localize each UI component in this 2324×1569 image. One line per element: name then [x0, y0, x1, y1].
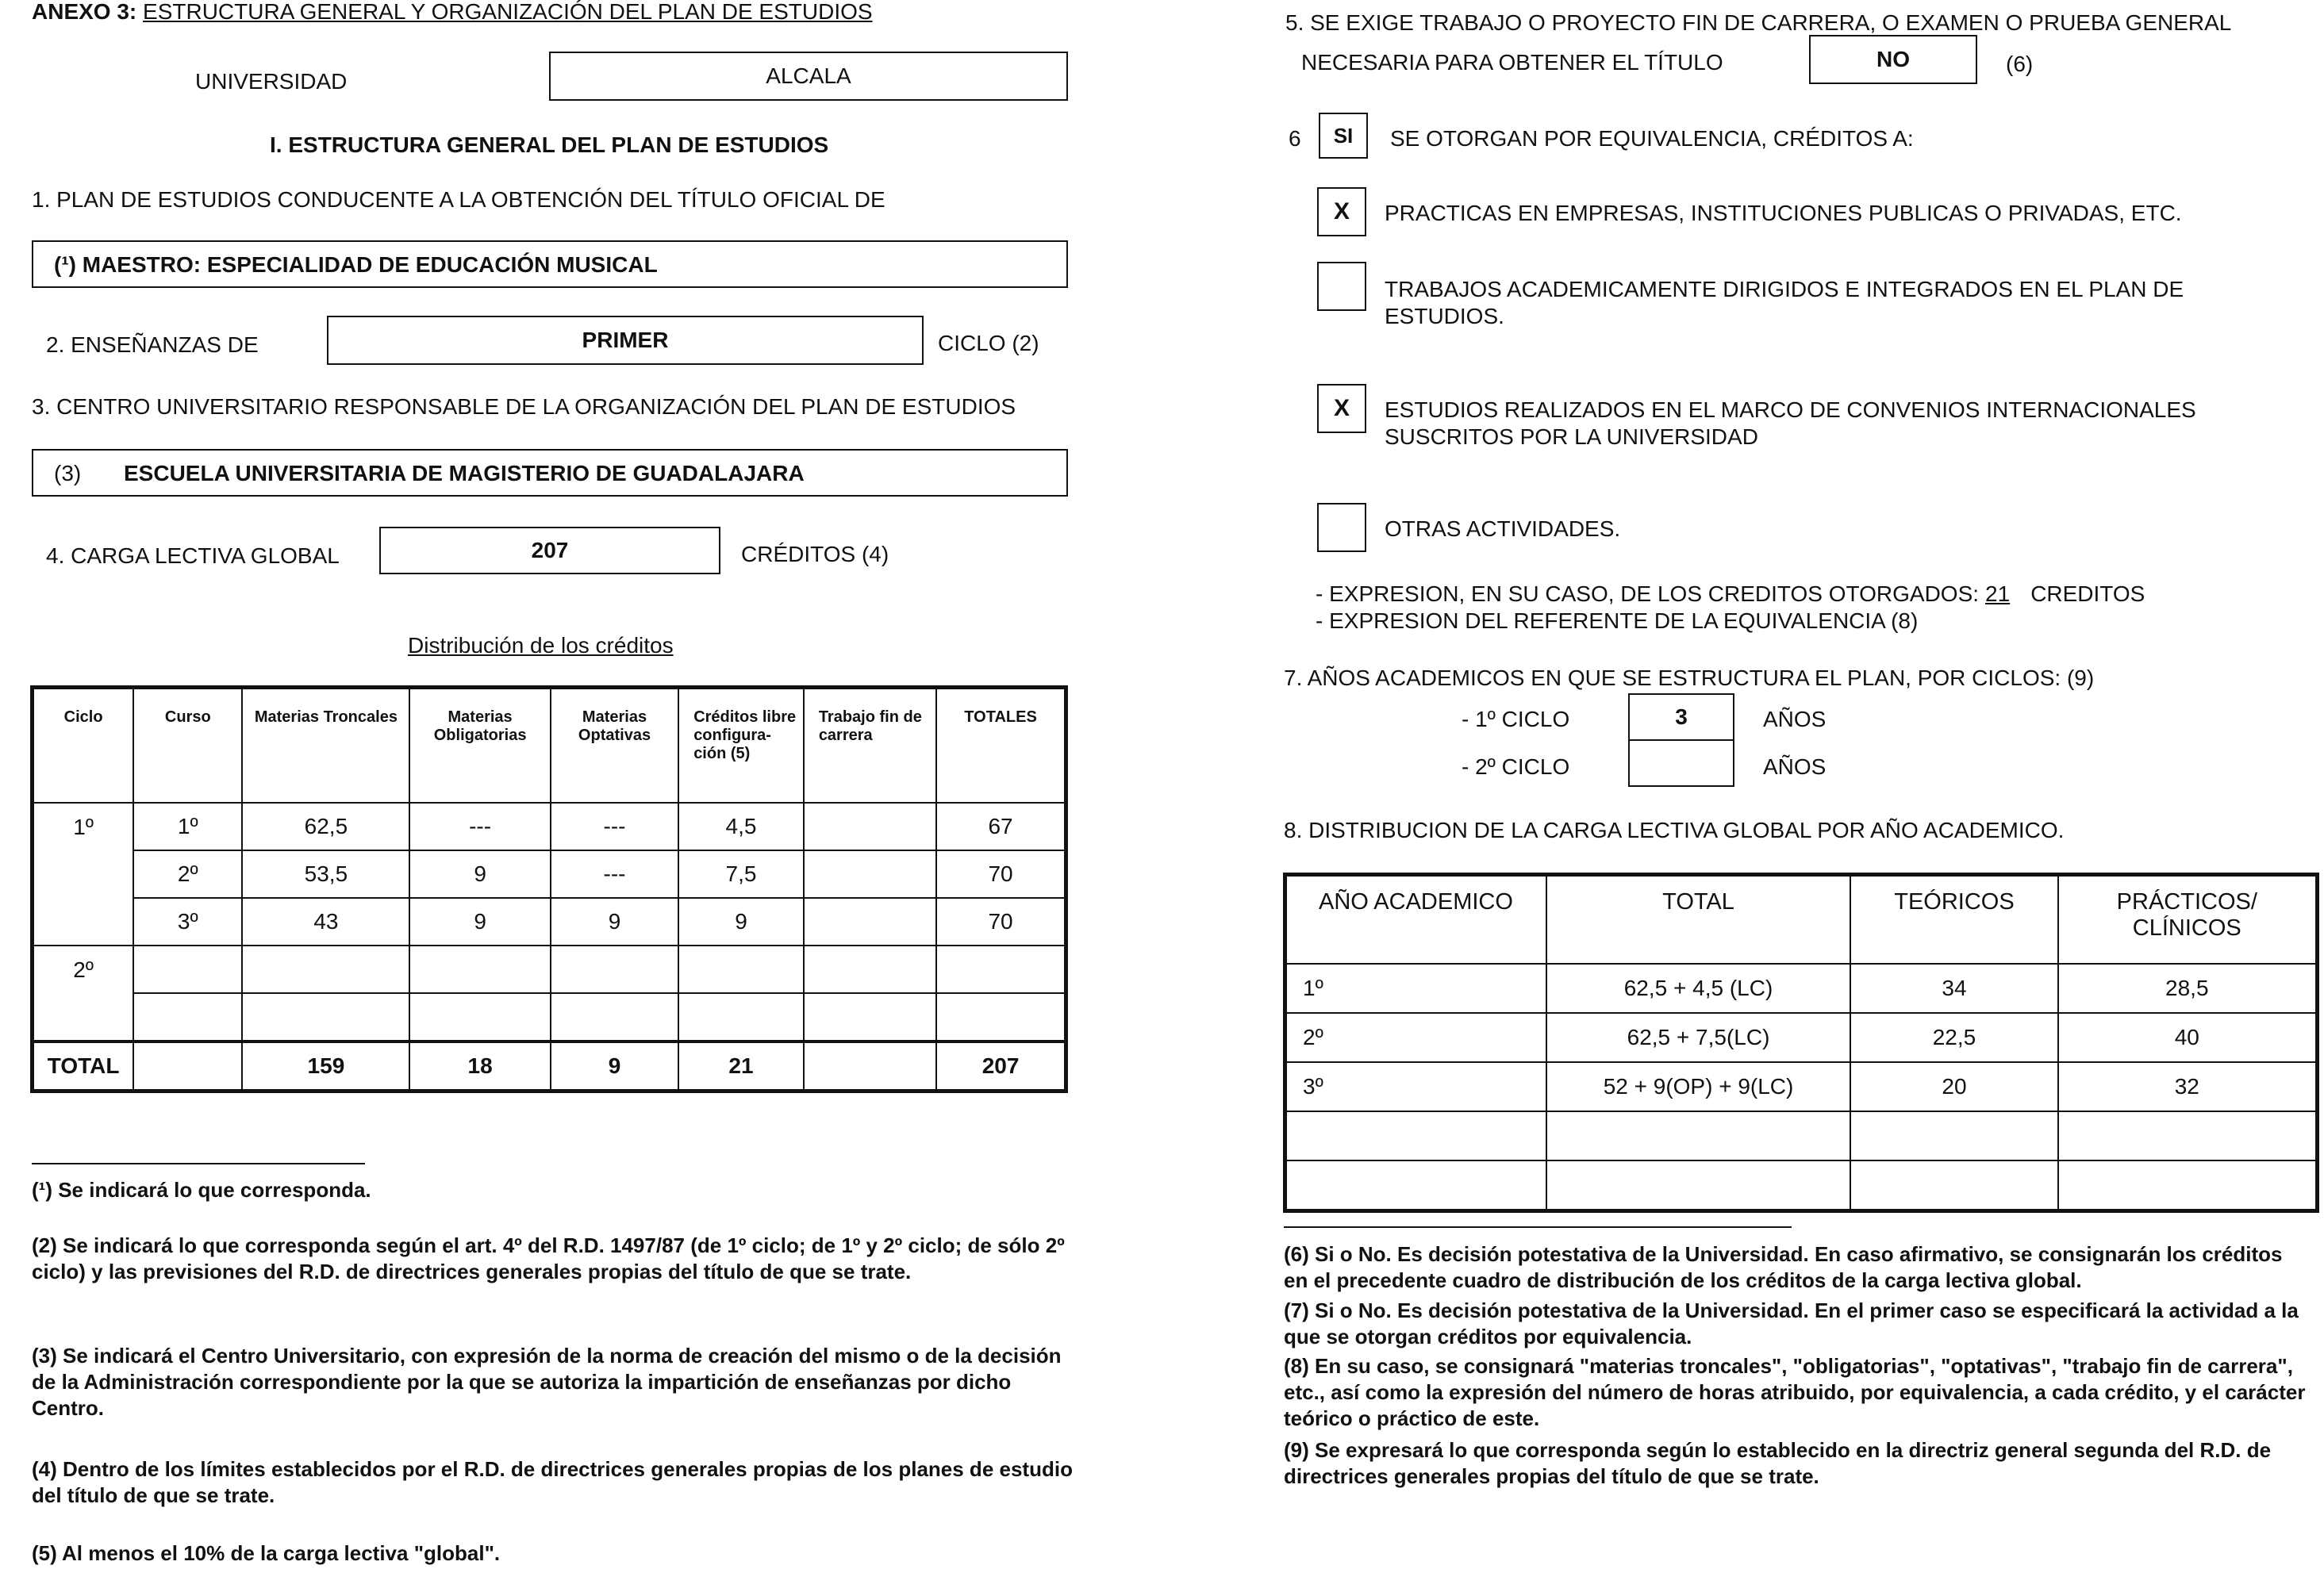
- cycle1-label: - 1º CICLO: [1462, 707, 1570, 731]
- footnote: (¹) Se indicará lo que corresponda.: [32, 1178, 371, 1202]
- table-cell: [409, 946, 550, 993]
- footnote: (6) Si o No. Es decisión potestativa de la Universidad. En caso afirmativo, se consignarán los créditos en el precedente cuadro de distribución de los créditos de la carga lectiva global.: [1284, 1242, 2283, 1292]
- table-cell: 62,5: [242, 803, 409, 850]
- table-cell: [1285, 1160, 1546, 1211]
- degree-line: [54, 251, 658, 278]
- annex-heading: [32, 0, 873, 25]
- degree-value: MAESTRO: ESPECIALIDAD DE EDUCACIÓN MUSICAL: [82, 252, 658, 277]
- table-row: [1285, 1160, 2318, 1211]
- table-cell: 2º: [1285, 1013, 1546, 1062]
- table-row: [1285, 1013, 2318, 1062]
- cycle-field: [327, 316, 924, 365]
- footnote: (5) Al menos el 10% de la carga lectiva "global".: [32, 1541, 501, 1565]
- credits-distribution-table: [30, 685, 1068, 1093]
- table-row: [33, 850, 1066, 898]
- credits-value: 207: [531, 538, 569, 562]
- table-cell: [2058, 1160, 2318, 1211]
- table-cell: 1º: [33, 803, 134, 946]
- table-cell: 9: [551, 1042, 678, 1091]
- center-value: ESCUELA UNIVERSITARIA DE MAGISTERIO DE GUADALAJARA: [124, 461, 805, 485]
- option-mark: X: [1333, 395, 1350, 421]
- footnote: (4) Dentro de los límites establecidos por el R.D. de directrices generales propias de los planes de estudio del título de que se trate.: [32, 1457, 1073, 1507]
- item5-line2: NECESARIA PARA OBTENER EL TÍTULO: [1301, 50, 1723, 75]
- table-cell: 207: [936, 1042, 1066, 1091]
- table-row: [33, 993, 1066, 1042]
- table-cell: [936, 993, 1066, 1042]
- item4-suffix: CRÉDITOS (4): [741, 542, 889, 566]
- table-cell: 70: [936, 898, 1066, 946]
- table-cell: 22,5: [1850, 1013, 2057, 1062]
- table-cell: 3º: [1285, 1062, 1546, 1111]
- center-field: [32, 449, 1068, 497]
- credits-expression-value: 21: [1985, 581, 2011, 606]
- table-cell: ---: [551, 803, 678, 850]
- cycle2-unit: AÑOS: [1763, 754, 1827, 779]
- table-cell: [1850, 1111, 2057, 1160]
- table-cell: 40: [2058, 1013, 2318, 1062]
- table-cell: [804, 850, 936, 898]
- credits-expression-prefix: - EXPRESION, EN SU CASO, DE LOS CREDITOS OTORGADOS:: [1316, 581, 1980, 606]
- footnote: (7) Si o No. Es decisión potestativa de la Universidad. En el primer caso se especificará la actividad a la que se otorgan créditos por equivalencia.: [1284, 1299, 2299, 1348]
- item8-text: 8. DISTRIBUCION DE LA CARGA LECTIVA GLOBAL POR AÑO ACADEMICO.: [1284, 818, 2065, 842]
- equivalence-field: [1319, 113, 1368, 159]
- col-header: Materias Optativas: [551, 688, 678, 804]
- table-cell: 3º: [133, 898, 242, 946]
- table-cell: 2º: [133, 850, 242, 898]
- col-header: Créditos libre configura-ción (5): [678, 688, 804, 804]
- option-mark: X: [1333, 198, 1350, 224]
- item1-text: 1. PLAN DE ESTUDIOS CONDUCENTE A LA OBTENCIÓN DEL TÍTULO OFICIAL DE: [32, 187, 885, 212]
- final-project-value: NO: [1876, 47, 1910, 71]
- table-cell: 2º: [33, 946, 134, 1042]
- credits-expression: [1316, 581, 2145, 608]
- table-cell: [551, 946, 678, 993]
- table-cell: 53,5: [242, 850, 409, 898]
- table-row: [1285, 1062, 2318, 1111]
- table-cell: [678, 946, 804, 993]
- table-cell: 32: [2058, 1062, 2318, 1111]
- col-header: TOTALES: [936, 688, 1066, 804]
- col-header: Materias Obligatorias: [409, 688, 550, 804]
- table-cell: 43: [242, 898, 409, 946]
- option-text: TRABAJOS ACADEMICAMENTE DIRIGIDOS E INTEGRADOS EN EL PLAN DE ESTUDIOS.: [1385, 277, 2184, 328]
- distribution-title: Distribución de los créditos: [408, 633, 674, 658]
- table-cell: [133, 1042, 242, 1091]
- footnote: (9) Se expresará lo que corresponda según lo establecido en la directriz general segunda del R.D. de directrices generales propias del título de que se trate.: [1284, 1438, 2272, 1488]
- item3-text: 3. CENTRO UNIVERSITARIO RESPONSABLE DE LA ORGANIZACIÓN DEL PLAN DE ESTUDIOS: [32, 394, 1016, 419]
- table-cell: 34: [1850, 964, 2057, 1013]
- table-cell: [1850, 1160, 2057, 1211]
- cycle1-unit: AÑOS: [1763, 707, 1827, 731]
- cycle1-field: [1628, 693, 1734, 741]
- footnote-divider: [32, 1163, 365, 1164]
- table-cell: 62,5 + 4,5 (LC): [1546, 964, 1851, 1013]
- option-checkbox: [1317, 384, 1366, 433]
- table-row: [33, 946, 1066, 993]
- col-header: TOTAL: [1546, 875, 1851, 965]
- section-title: I. ESTRUCTURA GENERAL DEL PLAN DE ESTUDIOS: [270, 132, 829, 157]
- table-cell: 28,5: [2058, 964, 2318, 1013]
- option-checkbox: [1317, 503, 1366, 552]
- item5-note: (6): [2006, 52, 2034, 76]
- university-value: ALCALA: [766, 63, 851, 88]
- option-text: PRACTICAS EN EMPRESAS, INSTITUCIONES PUBLICAS O PRIVADAS, ETC.: [1385, 201, 2182, 225]
- table-row: [33, 803, 1066, 850]
- table-cell: [242, 993, 409, 1042]
- yearly-load-table: [1283, 873, 2319, 1213]
- item4-label: 4. CARGA LECTIVA GLOBAL: [46, 543, 340, 568]
- item7-text: 7. AÑOS ACADEMICOS EN QUE SE ESTRUCTURA EL PLAN, POR CICLOS: (9): [1284, 666, 2095, 690]
- table-cell: 20: [1850, 1062, 2057, 1111]
- item6-text: SE OTORGAN POR EQUIVALENCIA, CRÉDITOS A:: [1390, 126, 1914, 151]
- cycle-value: PRIMER: [582, 328, 669, 352]
- table-cell: [551, 993, 678, 1042]
- table-cell: [242, 946, 409, 993]
- table-cell: [1546, 1111, 1851, 1160]
- item2-suffix: CICLO (2): [938, 331, 1039, 355]
- table-cell: [1546, 1160, 1851, 1211]
- final-project-field: [1809, 35, 1977, 84]
- col-header: Trabajo fin de carrera: [804, 688, 936, 804]
- cycle2-field: [1628, 739, 1734, 787]
- table-cell: 4,5: [678, 803, 804, 850]
- table-header-row: [1285, 875, 2318, 965]
- table-cell: 1º: [1285, 964, 1546, 1013]
- annex-title: ESTRUCTURA GENERAL Y ORGANIZACIÓN DEL PLAN DE ESTUDIOS: [143, 0, 873, 24]
- center-note: (3): [54, 461, 82, 485]
- table-cell: TOTAL: [33, 1042, 134, 1091]
- col-header: TEÓRICOS: [1850, 875, 2057, 965]
- item2-label: 2. ENSEÑANZAS DE: [46, 332, 259, 357]
- cycle2-label: - 2º CICLO: [1462, 754, 1570, 779]
- item6-number: 6: [1289, 126, 1301, 151]
- table-cell: 159: [242, 1042, 409, 1091]
- item5-line1: 5. SE EXIGE TRABAJO O PROYECTO FIN DE CARRERA, O EXAMEN O PRUEBA GENERAL: [1285, 10, 2232, 35]
- table-cell: 52 + 9(OP) + 9(LC): [1546, 1062, 1851, 1111]
- table-cell: 67: [936, 803, 1066, 850]
- table-cell: 62,5 + 7,5(LC): [1546, 1013, 1851, 1062]
- degree-note: (¹): [54, 252, 76, 277]
- table-header-row: [33, 688, 1066, 804]
- university-field: [549, 52, 1068, 101]
- table-total-row: [33, 1042, 1066, 1091]
- col-header: Ciclo: [33, 688, 134, 804]
- table-cell: ---: [409, 803, 550, 850]
- table-cell: 7,5: [678, 850, 804, 898]
- col-header: PRÁCTICOS/ CLÍNICOS: [2058, 875, 2318, 965]
- equivalence-value: SI: [1333, 123, 1354, 148]
- table-cell: [804, 993, 936, 1042]
- table-cell: [804, 898, 936, 946]
- option-text: OTRAS ACTIVIDADES.: [1385, 516, 1621, 541]
- table-cell: [133, 993, 242, 1042]
- table-cell: 21: [678, 1042, 804, 1091]
- table-cell: [409, 993, 550, 1042]
- equivalence-reference: - EXPRESION DEL REFERENTE DE LA EQUIVALENCIA (8): [1316, 608, 1919, 633]
- cycle1-value: 3: [1675, 704, 1688, 729]
- table-cell: 9: [409, 850, 550, 898]
- table-cell: 9: [551, 898, 678, 946]
- table-cell: [678, 993, 804, 1042]
- table-cell: [1285, 1111, 1546, 1160]
- col-header: AÑO ACADEMICO: [1285, 875, 1546, 965]
- option-checkbox: [1317, 262, 1366, 311]
- annex-prefix: ANEXO 3:: [32, 0, 137, 24]
- table-cell: 9: [409, 898, 550, 946]
- option-text: ESTUDIOS REALIZADOS EN EL MARCO DE CONVENIOS INTERNACIONALES SUSCRITOS POR LA UNIVERSIDAD: [1385, 397, 2196, 449]
- table-cell: [133, 946, 242, 993]
- option-checkbox: [1317, 187, 1366, 236]
- table-cell: [804, 803, 936, 850]
- table-cell: 70: [936, 850, 1066, 898]
- col-header: Curso: [133, 688, 242, 804]
- table-cell: [2058, 1111, 2318, 1160]
- table-cell: ---: [551, 850, 678, 898]
- table-row: [1285, 1111, 2318, 1160]
- table-cell: [804, 946, 936, 993]
- university-label: UNIVERSIDAD: [195, 69, 348, 94]
- footnote: (3) Se indicará el Centro Universitario, con expresión de la norma de creación del mismo o de la decisión de la Administración correspondiente por la que se autoriza la impartición de enseñanzas por dicho Centro.: [32, 1344, 1062, 1420]
- footnote: (2) Se indicará lo que corresponda según el art. 4º del R.D. 1497/87 (de 1º ciclo; de 1º y 2º ciclo; de sólo 2º ciclo) y las previsiones del R.D. de directrices generales propias del título de que se trate.: [32, 1233, 1065, 1283]
- credits-expression-suffix: CREDITOS: [2030, 581, 2145, 606]
- table-cell: [804, 1042, 936, 1091]
- footnote-divider: [1284, 1226, 1792, 1228]
- credits-field: [379, 527, 720, 574]
- table-cell: 9: [678, 898, 804, 946]
- degree-field: [32, 240, 1068, 288]
- table-row: [33, 898, 1066, 946]
- col-header: Materias Troncales: [242, 688, 409, 804]
- table-cell: [936, 946, 1066, 993]
- table-cell: 18: [409, 1042, 550, 1091]
- table-cell: 1º: [133, 803, 242, 850]
- table-row: [1285, 964, 2318, 1013]
- footnote: (8) En su caso, se consignará "materias troncales", "obligatorias", "optativas", "trabajo fin de carrera", etc., así como la expresión del número de horas atribuido, por equivalencia, a cada crédito, y el carácter teórico o práctico de este.: [1284, 1354, 2306, 1430]
